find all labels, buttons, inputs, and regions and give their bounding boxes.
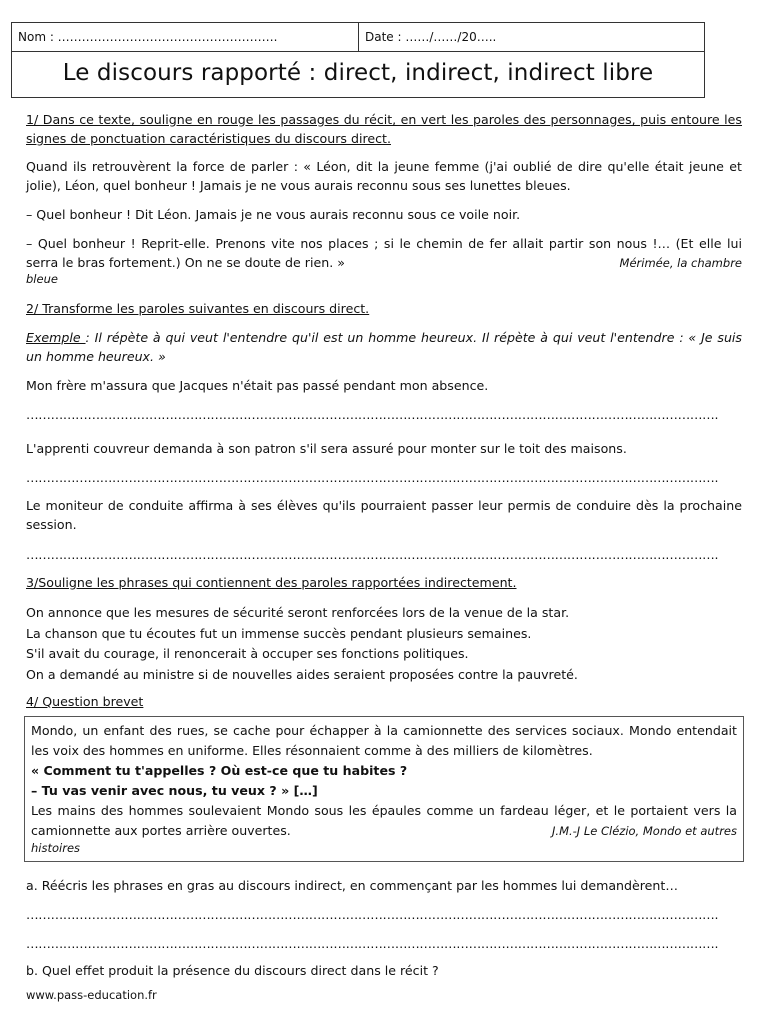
q2-title-text: 2/ Transforme les paroles suivantes en discours direct.: [26, 301, 370, 316]
name-field[interactable]: Nom : ……………………………………………….: [12, 23, 359, 51]
q4-bold-line-2: – Tu vas venir avec nous, tu veux ? » […]: [31, 783, 318, 798]
q4-title: [26, 692, 742, 711]
q3-line-3: S'il avait du courage, il renoncerait à occuper ses fonctions politiques.: [26, 646, 469, 661]
date-field[interactable]: Date : ……/……/20…..: [365, 30, 497, 44]
q1-source-line2: bleue: [26, 272, 58, 286]
q4-question-a: a. Réécris les phrases en gras au discours indirect, en commençant par les hommes lui demandèrent…: [26, 878, 678, 893]
q4-box-paragraph-1: Mondo, un enfant des rues, se cache pour échapper à la camionnette des services sociaux. Mondo entendait les voix des hommes en uniforme. Elles résonnaient comme à des milliers de kilomètres.: [31, 723, 737, 758]
q3-title: [26, 573, 742, 592]
q3-line-4: On a demandé au ministre si de nouvelles aides seraient proposées contre la pauvreté.: [26, 666, 578, 682]
q1-source: [26, 254, 742, 289]
q3-title-text: 3/Souligne les phrases qui contiennent des paroles rapportées indirectement.: [26, 575, 517, 590]
q3-line-2: La chanson que tu écoutes fut un immense succès pendant plusieurs semaines.: [26, 625, 532, 641]
q1-title: 1/ Dans ce texte, souligne en rouge les passages du récit, en vert les paroles des personnages, puis entoure les signes de ponctuation caractéristiques du discours direct.: [26, 112, 742, 146]
q4-box-paragraph-2: Les mains des hommes soulevaient Mondo sous les épaules comme un fardeau léger, et le portaient vers la camionnette aux portes arrière ouvertes.: [31, 803, 737, 838]
q4-question-b: b. Quel effet produit la présence du discours direct dans le récit ?: [26, 963, 439, 978]
q4-answer-line-1[interactable]: …………………………………………………………………………………………………………………………………………………….: [26, 907, 719, 922]
q2-title: [26, 299, 742, 318]
q3-line-1: On annonce que les mesures de sécurité seront renforcées lors de la venue de la star.: [26, 605, 570, 620]
footer-site: www.pass-education.fr: [26, 988, 157, 1002]
q2-sentence-2: L'apprenti couvreur demanda à son patron s'il sera assuré pour monter sur le toit des maisons.: [26, 441, 627, 456]
q4-bold-line-1: « Comment tu t'appelles ? Où est-ce que tu habites ?: [31, 763, 408, 778]
q4-text-box: [24, 716, 744, 862]
q3-list: [26, 603, 742, 685]
q2-sentence-1: Mon frère m'assura que Jacques n'était pas passé pendant mon absence.: [26, 378, 489, 393]
q1-source-line1: Mérimée, la chambre: [619, 256, 742, 270]
q4-title-text: 4/ Question brevet: [26, 694, 144, 709]
q2-example-label: Exemple: [26, 330, 86, 345]
q1-paragraph-2: – Quel bonheur ! Dit Léon. Jamais je ne vous aurais reconnu sous ce voile noir.: [26, 207, 521, 222]
header-row: [12, 23, 704, 52]
q1-section: [26, 110, 742, 148]
q2-example-text: : Il répète à qui veut l'entendre qu'il est un homme heureux. Il répète à qui veut l'entendre : « Je suis un homme heureux. »: [26, 330, 742, 364]
q2-answer-line-1[interactable]: …………………………………………………………………………………………………………………………………………………….: [26, 407, 719, 422]
q1-paragraph-3-text: – Quel bonheur ! Reprit-elle. Prenons vite nos places ; si le chemin de fer allait partir son nous !… (Et elle lui serra le bras fortement.) On ne se doute de rien. »: [26, 236, 742, 270]
page-title: Le discours rapporté : direct, indirect, indirect libre: [62, 60, 654, 86]
q2-answer-line-3[interactable]: …………………………………………………………………………………………………………………………………………………….: [26, 547, 719, 562]
q2-answer-line-2[interactable]: …………………………………………………………………………………………………………………………………………………….: [26, 470, 719, 485]
header-table: [11, 22, 705, 98]
q2-sentence-3: Le moniteur de conduite affirma à ses élèves qu'ils pourraient passer leur permis de conduire dès la prochaine session.: [26, 498, 742, 532]
q4-source-line2: histoires: [31, 841, 81, 855]
q1-paragraph-1: Quand ils retrouvèrent la force de parler : « Léon, dit la jeune femme (j'ai oublié de dire qu'elle était jeune et jolie), Léon, quel bonheur ! Jamais je ne vous aurais reconnu sous ses lunettes bleues.: [26, 159, 742, 193]
q2-example: [26, 328, 742, 366]
q4-source-line1: J.M.-J Le Clézio, Mondo et autres: [552, 824, 737, 838]
q4-answer-line-2[interactable]: …………………………………………………………………………………………………………………………………………………….: [26, 936, 719, 951]
